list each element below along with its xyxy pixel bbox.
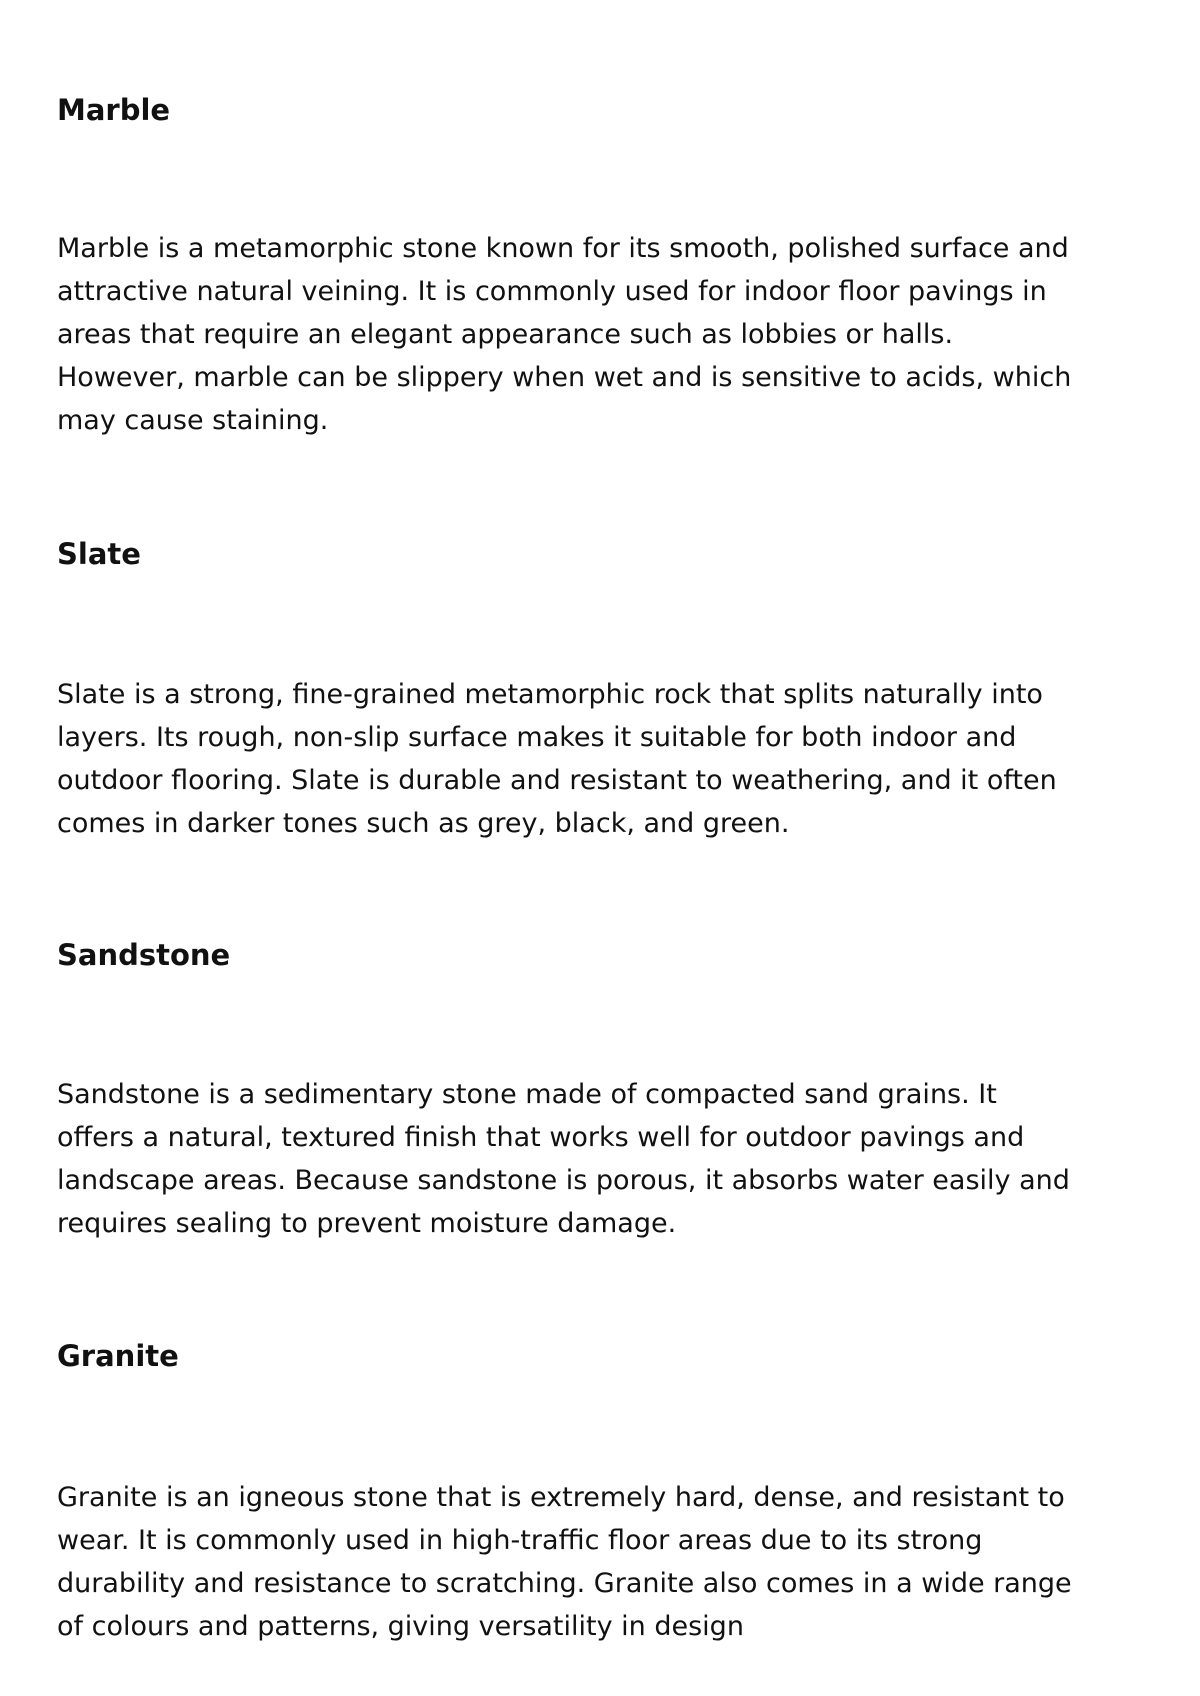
text-line: layers. Its rough, non-slip surface makes it suitable for both indoor and — [57, 722, 1017, 753]
section-heading-sandstone: Sandstone — [57, 938, 231, 972]
text-line: of colours and patterns, giving versatility in design — [57, 1611, 744, 1642]
text-line: Slate is a strong, fine-grained metamorphic rock that splits naturally into — [57, 679, 1043, 710]
text-line: comes in darker tones such as grey, black, and green. — [57, 808, 790, 839]
section-heading-slate: Slate — [57, 537, 141, 571]
text-line: Granite is an igneous stone that is extremely hard, dense, and resistant to — [57, 1482, 1065, 1513]
text-line: landscape areas. Because sandstone is porous, it absorbs water easily and — [57, 1165, 1070, 1196]
text-line: offers a natural, textured finish that works well for outdoor pavings and — [57, 1122, 1025, 1153]
text-line: attractive natural veining. It is commonly used for indoor floor pavings in — [57, 276, 1047, 307]
section-heading-marble: Marble — [57, 93, 171, 127]
text-line: Sandstone is a sedimentary stone made of compacted sand grains. It — [57, 1079, 997, 1110]
section-body-slate — [57, 673, 1157, 845]
section-body-marble — [57, 227, 1157, 442]
text-line: requires sealing to prevent moisture damage. — [57, 1208, 677, 1239]
section-body-sandstone — [57, 1073, 1157, 1245]
text-line: However, marble can be slippery when wet and is sensitive to acids, which — [57, 362, 1072, 393]
section-body-granite — [57, 1476, 1157, 1648]
text-line: areas that require an elegant appearance such as lobbies or halls. — [57, 319, 954, 350]
text-line: wear. It is commonly used in high-traffic floor areas due to its strong — [57, 1525, 983, 1556]
text-line: may cause staining. — [57, 405, 329, 436]
text-line: Marble is a metamorphic stone known for its smooth, polished surface and — [57, 233, 1069, 264]
text-line: outdoor flooring. Slate is durable and resistant to weathering, and it often — [57, 765, 1057, 796]
section-heading-granite: Granite — [57, 1339, 179, 1373]
text-line: durability and resistance to scratching. Granite also comes in a wide range — [57, 1568, 1072, 1599]
